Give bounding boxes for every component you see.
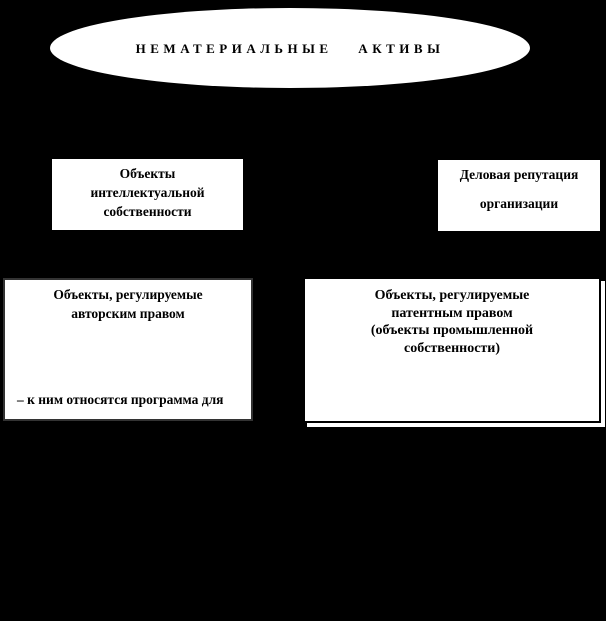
- node-patent-title: [305, 279, 599, 357]
- node-copyright-body-line-3: литературы, искусства, др.: [12, 518, 177, 533]
- node-copyright-body: [5, 347, 251, 578]
- node-patent-title-line-2: патентным правом: [391, 305, 513, 321]
- node-patent-body-line-2-text: товарный знак и знак обслуживания,: [340, 513, 573, 528]
- node-patent-title-line-1: Объекты, регулируемые: [374, 288, 530, 303]
- node-copyright-objects: [3, 278, 253, 533]
- node-patent-title-line-4: собственности): [403, 340, 501, 356]
- node-patent-body: [305, 378, 599, 621]
- node-copyright-title-line-2: авторским правом: [71, 306, 185, 321]
- node-patent-body-line-2-emphasis: др.: [313, 532, 338, 553]
- node-copyright-body-line-1: – к ним относятся программа для: [17, 392, 224, 407]
- node-intellectual-property-line-3: собственности: [103, 204, 192, 219]
- node-copyright-body-line-2: ЭВМ, произведения, науки,: [12, 455, 184, 470]
- node-patent-objects: [303, 277, 601, 553]
- node-goodwill-line-2: организации: [479, 196, 559, 211]
- node-patent-title-line-3: (объекты промышленной: [370, 323, 534, 338]
- node-intellectual-property: [52, 159, 243, 230]
- node-patent-body-line-2: [313, 488, 597, 577]
- node-intellectual-property-line-1: Объекты: [119, 166, 176, 181]
- node-patent-body-line-1: – это изобретение, полезная модель,: [313, 425, 532, 440]
- node-goodwill-line-1: Деловая репутация: [459, 167, 579, 182]
- node-intellectual-property-line-2: интеллектуальной: [90, 185, 205, 200]
- node-goodwill: [438, 160, 600, 231]
- root-node-label: НЕМАТЕРИАЛЬНЫЕ АКТИВЫ: [135, 41, 445, 56]
- node-copyright-title-line-1: Объекты, регулируемые: [53, 287, 203, 302]
- node-copyright-title: [5, 280, 251, 323]
- root-node-ellipse: [50, 8, 530, 88]
